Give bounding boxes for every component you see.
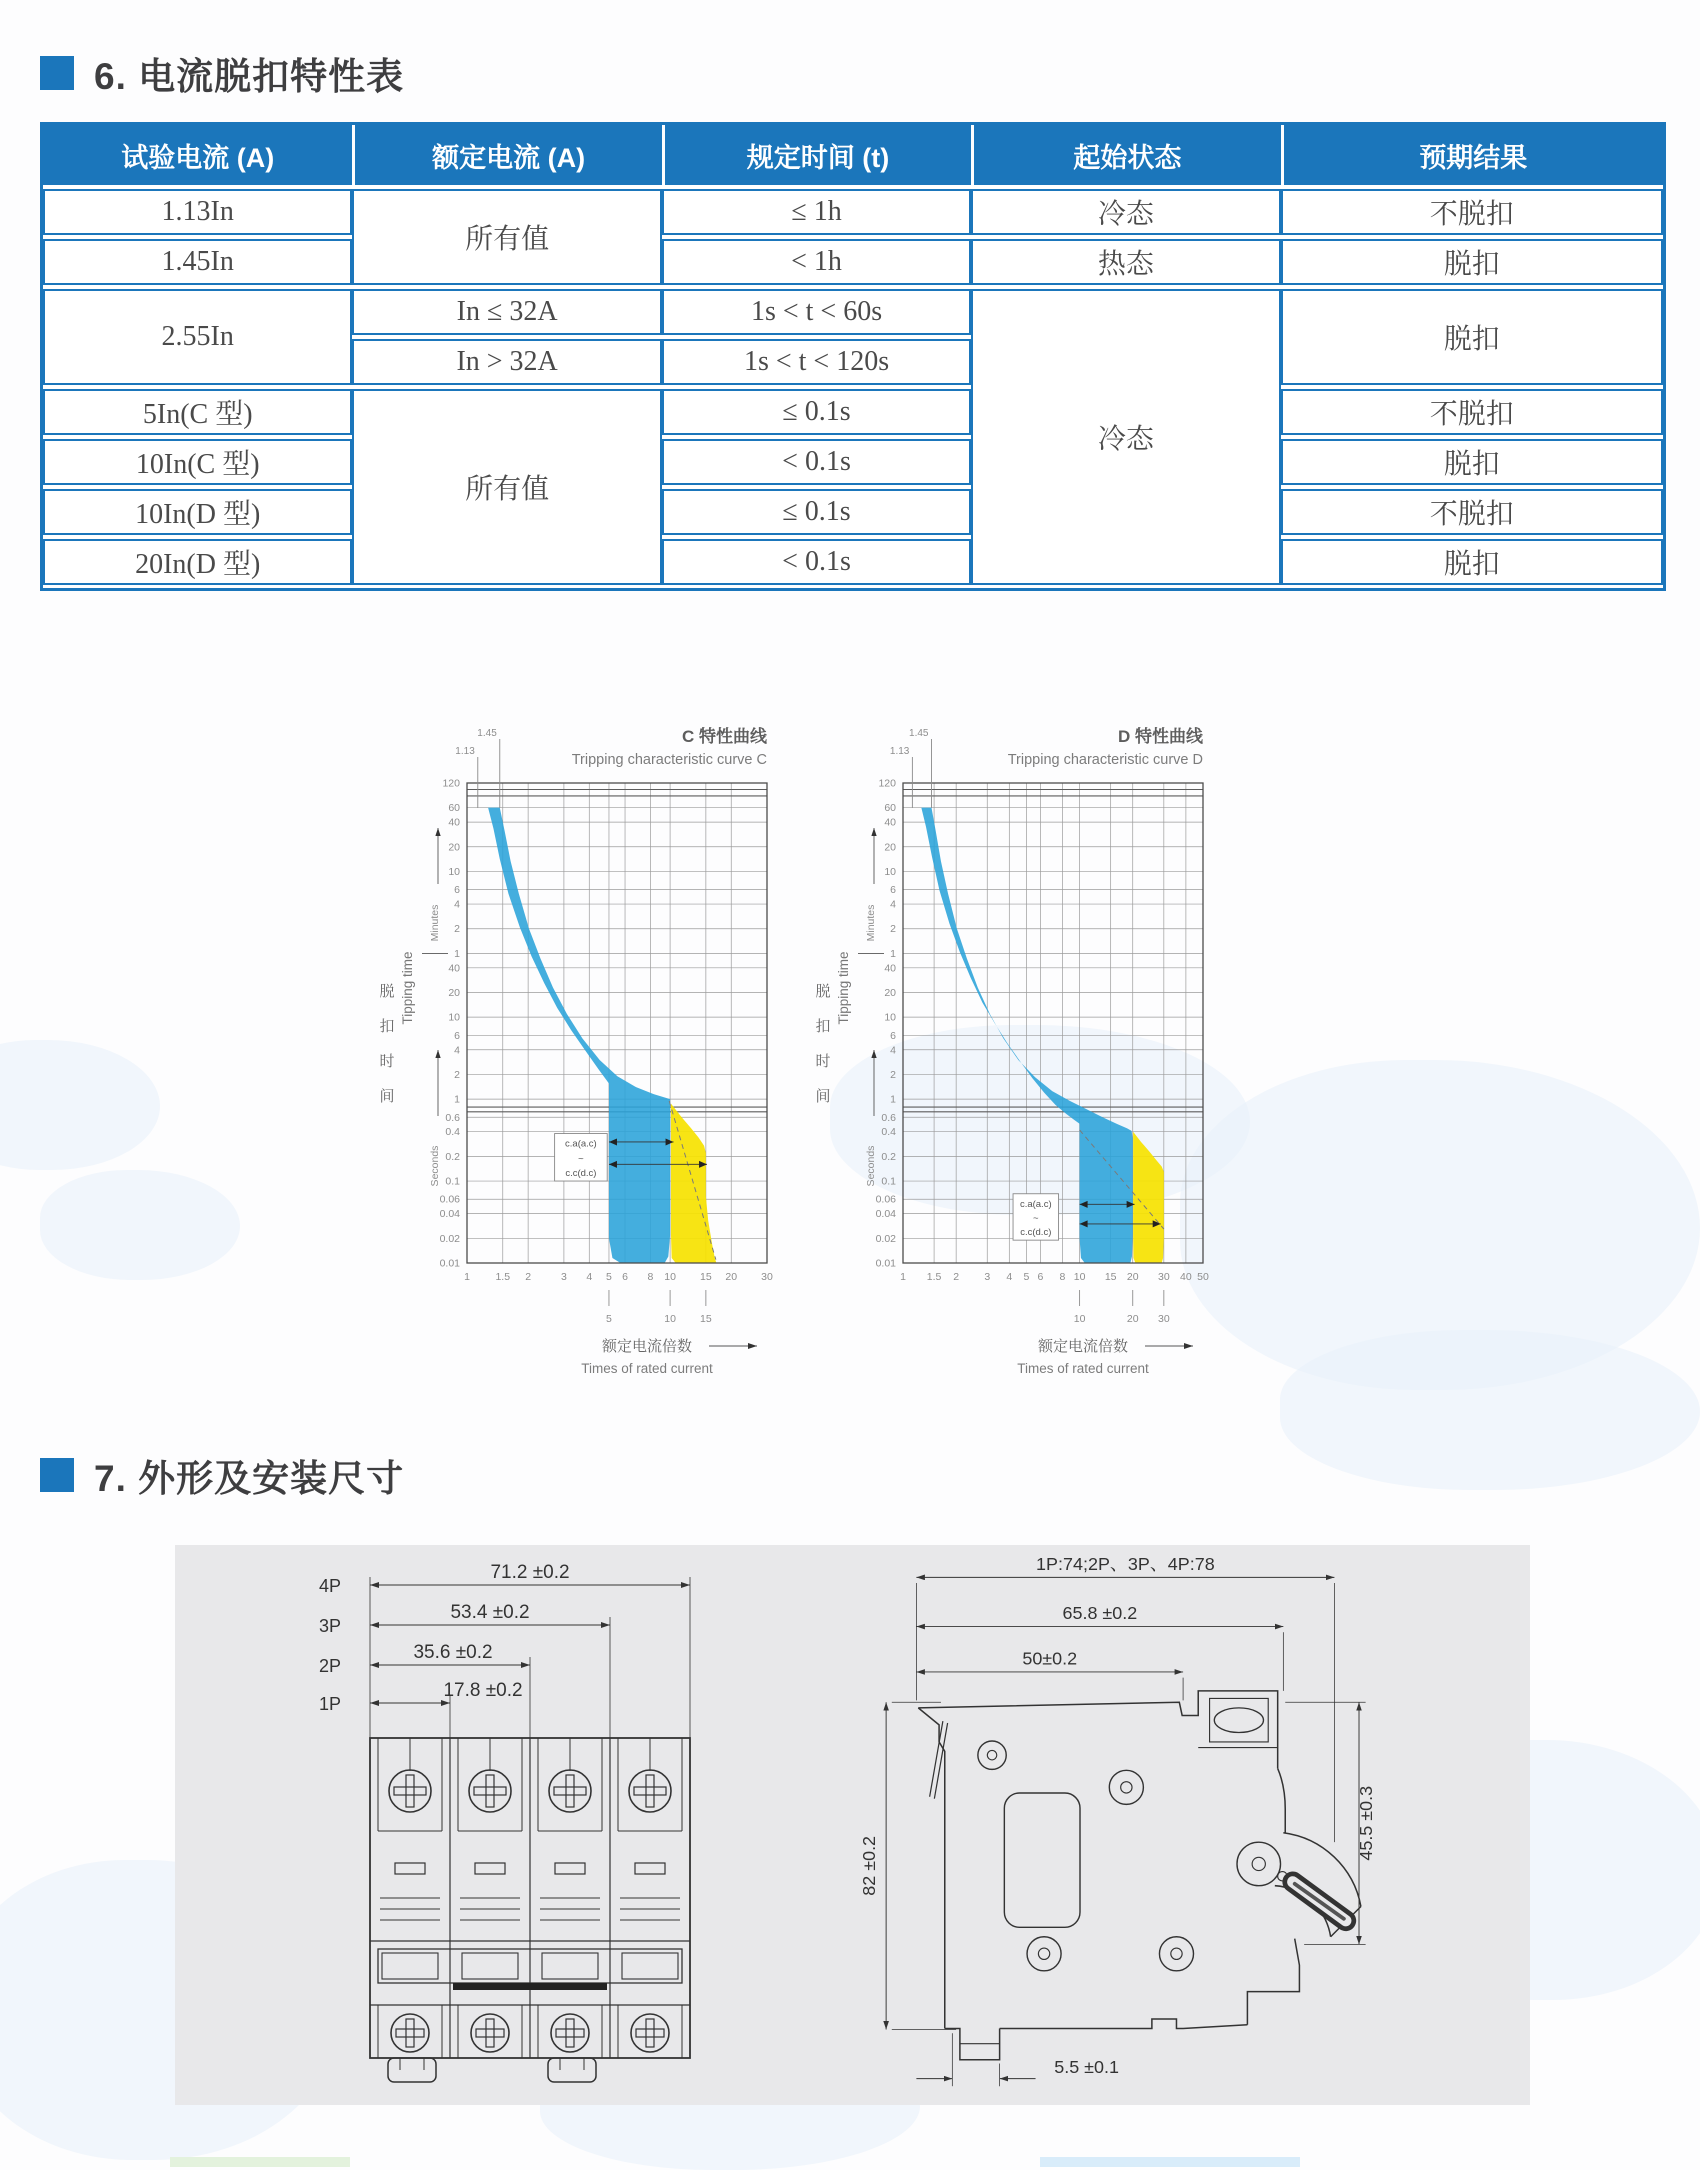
- band-dc: [1133, 1132, 1164, 1263]
- svg-text:4: 4: [454, 898, 460, 911]
- svg-text:Times of rated current: Times of rated current: [1017, 1361, 1149, 1376]
- svg-text:1: 1: [464, 1271, 470, 1283]
- svg-text:Times of rated current: Times of rated current: [581, 1361, 713, 1376]
- table-row: [43, 389, 1663, 435]
- svg-text:1: 1: [454, 1093, 460, 1106]
- svg-text:额定电流倍数: 额定电流倍数: [601, 1338, 693, 1355]
- cell-rated: In > 32A: [352, 339, 661, 385]
- svg-text:10: 10: [884, 1011, 896, 1024]
- svg-text:8: 8: [647, 1271, 654, 1283]
- svg-text:0.6: 0.6: [881, 1111, 896, 1124]
- cell-result: 脱扣: [1281, 439, 1663, 485]
- dim-din-offset: 5.5 ±0.1: [1054, 2056, 1120, 2077]
- svg-text:扣: 扣: [379, 1018, 395, 1035]
- svg-text:0.02: 0.02: [439, 1232, 460, 1245]
- svg-text:1.5: 1.5: [495, 1271, 511, 1283]
- svg-text:D 特性曲线: D 特性曲线: [1118, 727, 1203, 746]
- svg-text:1.13: 1.13: [889, 746, 910, 757]
- cell-rated: 所有值: [352, 189, 661, 285]
- section-7-header: [40, 1448, 404, 1502]
- cell-state: 热态: [971, 239, 1280, 285]
- dim-width-658: 65.8 ±0.2: [1062, 1602, 1138, 1623]
- trip-characteristics-table: [43, 121, 1663, 589]
- svg-text:0.4: 0.4: [445, 1126, 460, 1139]
- svg-text:6: 6: [454, 884, 460, 897]
- dim-width-2p: 35.6 ±0.2: [413, 1642, 493, 1663]
- svg-text:2: 2: [454, 923, 460, 936]
- svg-text:10: 10: [448, 865, 460, 878]
- svg-text:~: ~: [1033, 1212, 1039, 1224]
- svg-text:0.06: 0.06: [875, 1193, 896, 1206]
- svg-text:10: 10: [664, 1271, 676, 1283]
- svg-text:1.45: 1.45: [909, 728, 929, 739]
- cell-test: 10In(D 型): [43, 489, 352, 535]
- watermark-strip: [1040, 2157, 1300, 2167]
- front-view-drawing: [235, 1553, 755, 2098]
- svg-text:1: 1: [900, 1271, 906, 1283]
- dim-total-width: 1P:74;2P、3P、4P:78: [1036, 1553, 1215, 1574]
- svg-text:10: 10: [1073, 1271, 1086, 1283]
- table-row: [43, 239, 1663, 285]
- pole-label-1p: 1P: [318, 1694, 342, 1714]
- section-bullet-icon: [40, 1458, 74, 1492]
- svg-text:1.5: 1.5: [926, 1271, 942, 1283]
- side-dim-values: [859, 1554, 1376, 2077]
- dimension-drawings-panel: [175, 1545, 1530, 2105]
- col-header-rated-current: 额定电流 (A): [352, 125, 661, 185]
- cell-time: 1s < t < 60s: [662, 289, 971, 335]
- cell-result: 不脱扣: [1281, 389, 1663, 435]
- side-view-drawing: [850, 1549, 1380, 2107]
- cell-test: 5In(C 型): [43, 389, 352, 435]
- svg-text:0.01: 0.01: [875, 1257, 896, 1270]
- cell-time: 1s < t < 120s: [662, 339, 971, 385]
- svg-text:5: 5: [1023, 1271, 1030, 1283]
- svg-text:Minutes: Minutes: [865, 904, 877, 942]
- cell-time: < 0.1s: [662, 439, 971, 485]
- cell-time: ≤ 0.1s: [662, 389, 971, 435]
- svg-text:6: 6: [454, 1029, 460, 1042]
- svg-text:2: 2: [953, 1271, 960, 1283]
- svg-text:40: 40: [1180, 1271, 1192, 1283]
- svg-text:1.45: 1.45: [477, 728, 497, 739]
- cell-test: 20In(D 型): [43, 539, 352, 585]
- svg-text:4: 4: [586, 1271, 593, 1283]
- svg-text:脱: 脱: [379, 983, 395, 1000]
- pole-label-4p: 4P: [318, 1576, 342, 1596]
- cell-result: 脱扣: [1281, 539, 1663, 585]
- dim-width-1p: 17.8 ±0.2: [443, 1680, 523, 1701]
- svg-text:10: 10: [448, 1011, 460, 1024]
- watermark-blob: [0, 1040, 160, 1170]
- svg-text:1.13: 1.13: [455, 746, 475, 757]
- svg-text:c.c(d.c): c.c(d.c): [1020, 1227, 1052, 1239]
- svg-text:0.04: 0.04: [875, 1208, 896, 1221]
- svg-text:20: 20: [1126, 1313, 1139, 1325]
- col-header-time: 规定时间 (t): [662, 125, 971, 185]
- svg-text:Minutes: Minutes: [429, 904, 441, 942]
- svg-text:6: 6: [1037, 1271, 1044, 1283]
- svg-text:Tipping time: Tipping time: [400, 951, 415, 1025]
- svg-text:5: 5: [606, 1313, 612, 1325]
- svg-text:15: 15: [700, 1313, 712, 1325]
- svg-text:20: 20: [725, 1271, 738, 1283]
- watermark-blob: [40, 1170, 240, 1280]
- col-header-initial-state: 起始状态: [971, 125, 1280, 185]
- svg-text:30: 30: [1157, 1313, 1170, 1325]
- svg-text:0.1: 0.1: [881, 1175, 896, 1188]
- pole-label-3p: 3P: [318, 1616, 342, 1636]
- svg-text:40: 40: [884, 962, 896, 975]
- svg-text:2: 2: [525, 1271, 532, 1283]
- svg-text:2: 2: [890, 1068, 896, 1081]
- svg-text:Tipping time: Tipping time: [836, 951, 851, 1025]
- svg-text:C 特性曲线: C 特性曲线: [682, 727, 767, 746]
- tripping-curve-d-chart: [808, 688, 1278, 1388]
- svg-text:Seconds: Seconds: [429, 1145, 441, 1187]
- svg-text:时: 时: [815, 1053, 831, 1070]
- svg-text:20: 20: [1126, 1271, 1139, 1283]
- svg-text:120: 120: [878, 777, 896, 790]
- svg-text:间: 间: [815, 1088, 831, 1105]
- svg-text:0.01: 0.01: [439, 1257, 460, 1270]
- svg-text:4: 4: [1006, 1271, 1013, 1283]
- cell-result: 不脱扣: [1281, 189, 1663, 235]
- svg-text:15: 15: [1104, 1271, 1117, 1283]
- section-bullet-icon: [40, 56, 74, 90]
- svg-text:4: 4: [890, 1044, 896, 1057]
- cell-rated: 所有值: [352, 389, 661, 585]
- svg-text:Tripping characteristic curve: Tripping characteristic curve D: [1007, 752, 1203, 768]
- cell-state: 冷态: [971, 189, 1280, 235]
- front-view-lineart: [370, 1738, 690, 2082]
- svg-text:0.2: 0.2: [445, 1150, 460, 1163]
- svg-text:0.2: 0.2: [881, 1150, 896, 1163]
- svg-text:2: 2: [454, 1068, 460, 1081]
- svg-text:2: 2: [890, 923, 896, 936]
- dim-width-50: 50±0.2: [1022, 1648, 1078, 1669]
- pole-label-2p: 2P: [318, 1656, 342, 1676]
- cell-result: 不脱扣: [1281, 489, 1663, 535]
- dim-height-82: 82 ±0.2: [858, 1835, 879, 1896]
- svg-text:0.06: 0.06: [439, 1193, 460, 1206]
- svg-text:3: 3: [984, 1271, 991, 1283]
- table-row: [43, 439, 1663, 485]
- trip-characteristics-table-wrap: [40, 122, 1666, 591]
- svg-text:扣: 扣: [815, 1018, 831, 1035]
- svg-text:40: 40: [448, 962, 460, 975]
- cell-time: ≤ 0.1s: [662, 489, 971, 535]
- svg-text:额定电流倍数: 额定电流倍数: [1037, 1338, 1129, 1355]
- svg-text:Tripping characteristic curve: Tripping characteristic curve C: [571, 752, 767, 768]
- dim-width-3p: 53.4 ±0.2: [450, 1602, 530, 1623]
- cell-rated: In ≤ 32A: [352, 289, 661, 335]
- front-pole-labels: [319, 1576, 341, 1714]
- svg-text:40: 40: [448, 816, 460, 829]
- watermark-strip: [170, 2157, 350, 2167]
- svg-text:c.c(d.c): c.c(d.c): [565, 1168, 597, 1180]
- section-6-header: [40, 46, 404, 100]
- cell-result: 脱扣: [1281, 289, 1663, 385]
- table-row: [43, 489, 1663, 535]
- cell-state: 冷态: [971, 289, 1280, 585]
- table-row: [43, 539, 1663, 585]
- svg-text:0.04: 0.04: [439, 1208, 460, 1221]
- svg-text:0.4: 0.4: [881, 1126, 896, 1139]
- tripping-curve-c-chart: [372, 688, 842, 1388]
- section-6-title: 6. 电流脱扣特性表: [94, 56, 405, 97]
- table-row: [43, 289, 1663, 335]
- svg-text:10: 10: [1073, 1313, 1086, 1325]
- cell-test: 1.13In: [43, 189, 352, 235]
- svg-text:10: 10: [884, 865, 896, 878]
- svg-text:4: 4: [890, 898, 896, 911]
- svg-text:3: 3: [560, 1271, 567, 1283]
- svg-text:6: 6: [622, 1271, 628, 1283]
- svg-text:0.02: 0.02: [875, 1232, 896, 1245]
- svg-text:20: 20: [448, 986, 460, 999]
- side-dim-lines: [886, 1577, 1366, 2086]
- svg-text:时: 时: [379, 1053, 395, 1070]
- svg-text:20: 20: [884, 986, 896, 999]
- svg-text:间: 间: [379, 1088, 395, 1105]
- svg-text:20: 20: [884, 841, 896, 854]
- svg-text:10: 10: [664, 1313, 676, 1325]
- svg-text:50: 50: [1197, 1271, 1209, 1283]
- svg-text:20: 20: [448, 841, 460, 854]
- col-header-test-current: 试验电流 (A): [43, 125, 352, 185]
- svg-text:60: 60: [448, 802, 460, 815]
- svg-text:c.a(a.c): c.a(a.c): [1019, 1198, 1052, 1210]
- table-row: [43, 189, 1663, 235]
- side-view-lineart: [918, 1691, 1361, 2060]
- col-header-expected-result: 预期结果: [1281, 125, 1663, 185]
- svg-text:~: ~: [578, 1153, 584, 1165]
- cell-test: 10In(C 型): [43, 439, 352, 485]
- dim-width-4p: 71.2 ±0.2: [490, 1562, 570, 1583]
- front-dim-values: [413, 1562, 569, 1701]
- svg-text:0.1: 0.1: [445, 1175, 460, 1188]
- dim-height-455: 45.5 ±0.3: [1356, 1785, 1377, 1861]
- svg-text:1: 1: [890, 1093, 896, 1106]
- cell-time: < 0.1s: [662, 539, 971, 585]
- svg-text:c.a(a.c): c.a(a.c): [565, 1138, 597, 1150]
- table-header-row: [43, 125, 1663, 185]
- svg-text:1: 1: [890, 947, 896, 960]
- svg-text:30: 30: [1157, 1271, 1170, 1283]
- svg-text:6: 6: [890, 1029, 896, 1042]
- svg-text:120: 120: [442, 777, 460, 790]
- cell-time: ≤ 1h: [662, 189, 971, 235]
- cell-result: 脱扣: [1281, 239, 1663, 285]
- svg-text:6: 6: [890, 884, 896, 897]
- svg-text:5: 5: [606, 1271, 612, 1283]
- svg-text:60: 60: [884, 802, 896, 815]
- cell-test: 2.55In: [43, 289, 352, 385]
- svg-text:40: 40: [884, 816, 896, 829]
- svg-text:15: 15: [700, 1271, 712, 1283]
- cell-test: 1.45In: [43, 239, 352, 285]
- svg-text:脱: 脱: [815, 983, 831, 1000]
- svg-text:30: 30: [761, 1271, 773, 1283]
- svg-text:4: 4: [454, 1044, 460, 1057]
- section-7-title: 7. 外形及安装尺寸: [94, 1458, 405, 1499]
- cell-time: < 1h: [662, 239, 971, 285]
- svg-text:0.6: 0.6: [445, 1111, 460, 1124]
- svg-text:8: 8: [1059, 1271, 1066, 1283]
- watermark-blob: [1280, 1330, 1700, 1490]
- svg-text:1: 1: [454, 947, 460, 960]
- svg-text:Seconds: Seconds: [865, 1145, 877, 1187]
